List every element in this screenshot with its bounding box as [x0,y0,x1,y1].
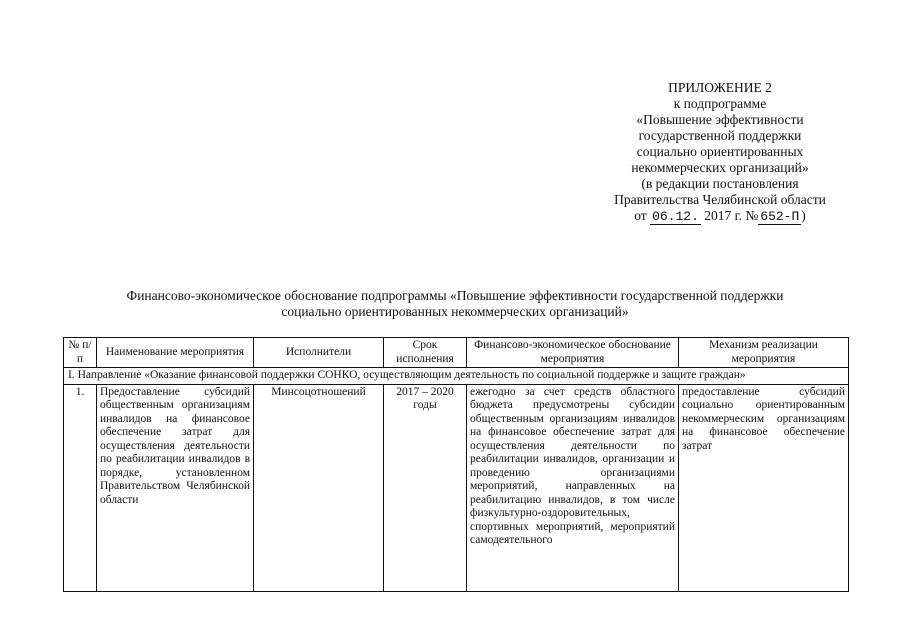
appendix-line: социально ориентированных [636,144,804,159]
appendix-line: «Повышение эффективности [636,112,804,127]
date-stamp: 06.12. [652,209,699,224]
appendix-line: государственной поддержки [638,128,802,143]
section-title: I. Направление «Оказание финансовой поддержки СОНКО, осуществляющим деятельность по социальной поддержке и защите граждан» [64,368,849,385]
appendix-block [590,80,850,225]
header-term: Срок исполнения [384,338,467,368]
header-mechanism: Механизм реализации мероприятия [679,338,849,368]
title-line-1: Финансово-экономическое обоснование подпрограммы «Повышение эффективности государственной поддержки [126,288,784,303]
year-text: 2017 г. № [704,208,759,223]
row-term: 2017 – 2020 годы [384,384,467,591]
appendix-heading: ПРИЛОЖЕНИЕ 2 [668,80,772,95]
table-header-row [64,338,849,368]
document-title [40,288,870,320]
row-justification: ежегодно за счет средств областного бюджета предусмотрены субсидии общественным организациям инвалидов на финансовое обеспечение затрат для осуществления деятельности по реабилитации инвалидов, организации и проведению организациями мероприятий, направленных на реабилитацию инвалидов, в том числе физкультурно-оздоровительных, спортивных мероприятий, мероприятий самодеятельного [467,384,679,591]
header-justification: Финансово-экономическое обоснование мероприятия [467,338,679,368]
table-row [64,384,849,591]
row-num: 1. [64,384,97,591]
title-line-2: социально ориентированных некоммерческих организаций» [281,304,629,319]
appendix-line: некоммерческих организаций» [631,160,809,175]
row-name: Предоставление субсидий общественным организациям инвалидов на финансовое обеспечение затрат для осуществления деятельности по реабилитации инвалидов в порядке, установленном Правительством Челябинской области [97,384,254,591]
section-row [64,368,849,385]
header-num: № п/п [64,338,97,368]
closing-paren: ) [801,208,806,223]
appendix-line: к подпрограмме [673,96,767,111]
header-executor: Исполнители [254,338,384,368]
justification-table [63,337,849,592]
row-executor: Минсоцотношений [254,384,384,591]
appendix-line: (в редакции постановления [641,176,799,191]
appendix-line: Правительства Челябинской области [614,192,826,207]
appendix-date-line [590,208,850,225]
row-mechanism: предоставление субсидий социально ориентированным некоммерческим организациям на финансовое обеспечение затрат [679,384,849,591]
date-prefix: от [634,208,647,223]
decree-number: 652-П [760,209,800,224]
header-name: Наименование мероприятия [97,338,254,368]
